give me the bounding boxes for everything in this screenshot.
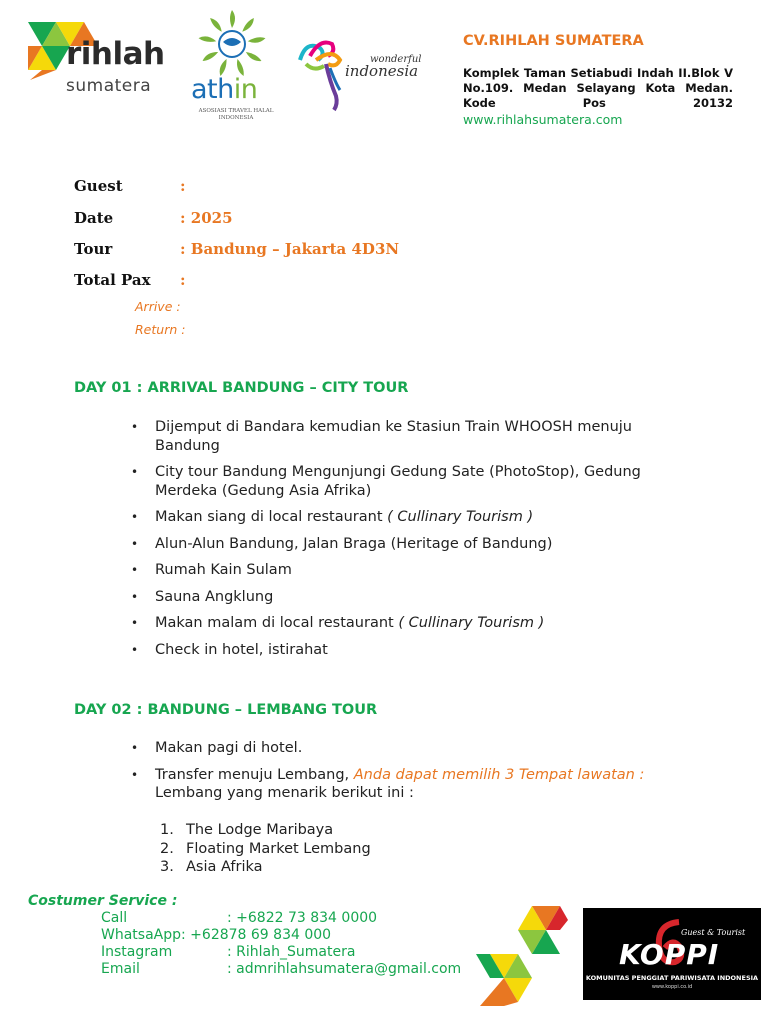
rihlah-triangle-mark-icon — [476, 906, 568, 1006]
list-item: • Rumah Kain Sulam — [155, 561, 695, 580]
list-item: • Transfer menuju Lembang, Anda dapat memilih 3 Tempat lawatan : Lembang yang menarik berikut ini : — [155, 766, 695, 803]
instagram-label: Instagram — [101, 944, 173, 960]
koppi-logo — [583, 908, 761, 1000]
athin-leaf-logo-icon — [186, 10, 278, 122]
list-item: • Makan malam di local restaurant ( Cullinary Tourism ) — [155, 614, 695, 633]
indonesia-text: indonesia — [345, 62, 419, 80]
customer-service-title: Costumer Service : — [28, 893, 178, 909]
whatsapp-number[interactable]: WhatsaApp: +62878 69 834 000 — [101, 927, 332, 943]
guest-value: : — [180, 177, 186, 195]
guest-label: Guest — [74, 177, 123, 195]
day2-list — [155, 739, 695, 811]
rihlah-logo-word: rihlah — [66, 36, 165, 72]
list-item: • City tour Bandung Mengunjungi Gedung Sate (PhotoStop), Gedung Merdeka (Gedung Asia Afrika) — [155, 463, 695, 500]
email-address[interactable]: : admrihlahsumatera@gmail.com — [227, 961, 462, 977]
day2-options-list — [160, 821, 371, 877]
koppi-logo-word: KOPPI — [619, 938, 720, 971]
koppi-tagline: Guest & Tourist — [681, 928, 746, 937]
call-number[interactable]: : +6822 73 834 0000 — [227, 910, 378, 926]
date-label: Date — [74, 209, 114, 227]
return-label: Return : — [135, 322, 186, 337]
date-value: : 2025 — [180, 209, 233, 227]
koppi-url: www.koppi.co.id — [651, 984, 693, 990]
wonderful-text: wonderful — [370, 54, 422, 65]
arrive-label: Arrive : — [135, 299, 181, 314]
list-item: • Makan siang di local restaurant ( Cullinary Tourism ) — [155, 508, 695, 527]
list-item: • Alun-Alun Bandung, Jalan Braga (Heritage of Bandung) — [155, 535, 695, 554]
tour-label: Tour — [74, 240, 113, 258]
day1-list — [155, 418, 695, 667]
tour-value: : Bandung – Jakarta 4D3N — [180, 240, 400, 258]
call-label: Call — [101, 910, 128, 926]
list-item: 3. Asia Afrika — [160, 859, 263, 875]
rihlah-logo-sub: sumatera — [66, 76, 152, 96]
company-website-link[interactable]: www.rihlahsumatera.com — [463, 112, 623, 127]
list-item: • Check in hotel, istirahat — [155, 641, 695, 660]
company-name: CV.RIHLAH SUMATERA — [463, 33, 644, 49]
list-item: • Makan pagi di hotel. — [155, 739, 695, 758]
total-pax-label: Total Pax — [74, 271, 151, 289]
koppi-subtitle: KOMUNITAS PENGGIAT PARIWISATA INDONESIA — [585, 974, 759, 982]
athin-logo-word: athin — [191, 74, 258, 105]
email-label: Email — [101, 961, 140, 977]
athin-logo-sub: ASOSIASI TRAVEL HALAL INDONESIA — [198, 108, 274, 121]
day1-title: DAY 01 : ARRIVAL BANDUNG – CITY TOUR — [74, 380, 409, 396]
day2-title: DAY 02 : BANDUNG – LEMBANG TOUR — [74, 702, 378, 718]
list-item: • Sauna Angklung — [155, 588, 695, 607]
instagram-handle[interactable]: : Rihlah_Sumatera — [227, 944, 356, 960]
list-item: 2. Floating Market Lembang — [160, 840, 371, 857]
list-item: • Dijemput di Bandara kemudian ke Stasiun Train WHOOSH menuju Bandung — [155, 418, 695, 455]
total-pax-value: : — [180, 271, 186, 289]
list-item: 1. The Lodge Maribaya — [160, 822, 334, 838]
company-address: Komplek Taman Setiabudi Indah II.Blok V No.109. Medan Selayang Kota Medan. Kode Pos 20132 — [463, 66, 733, 110]
